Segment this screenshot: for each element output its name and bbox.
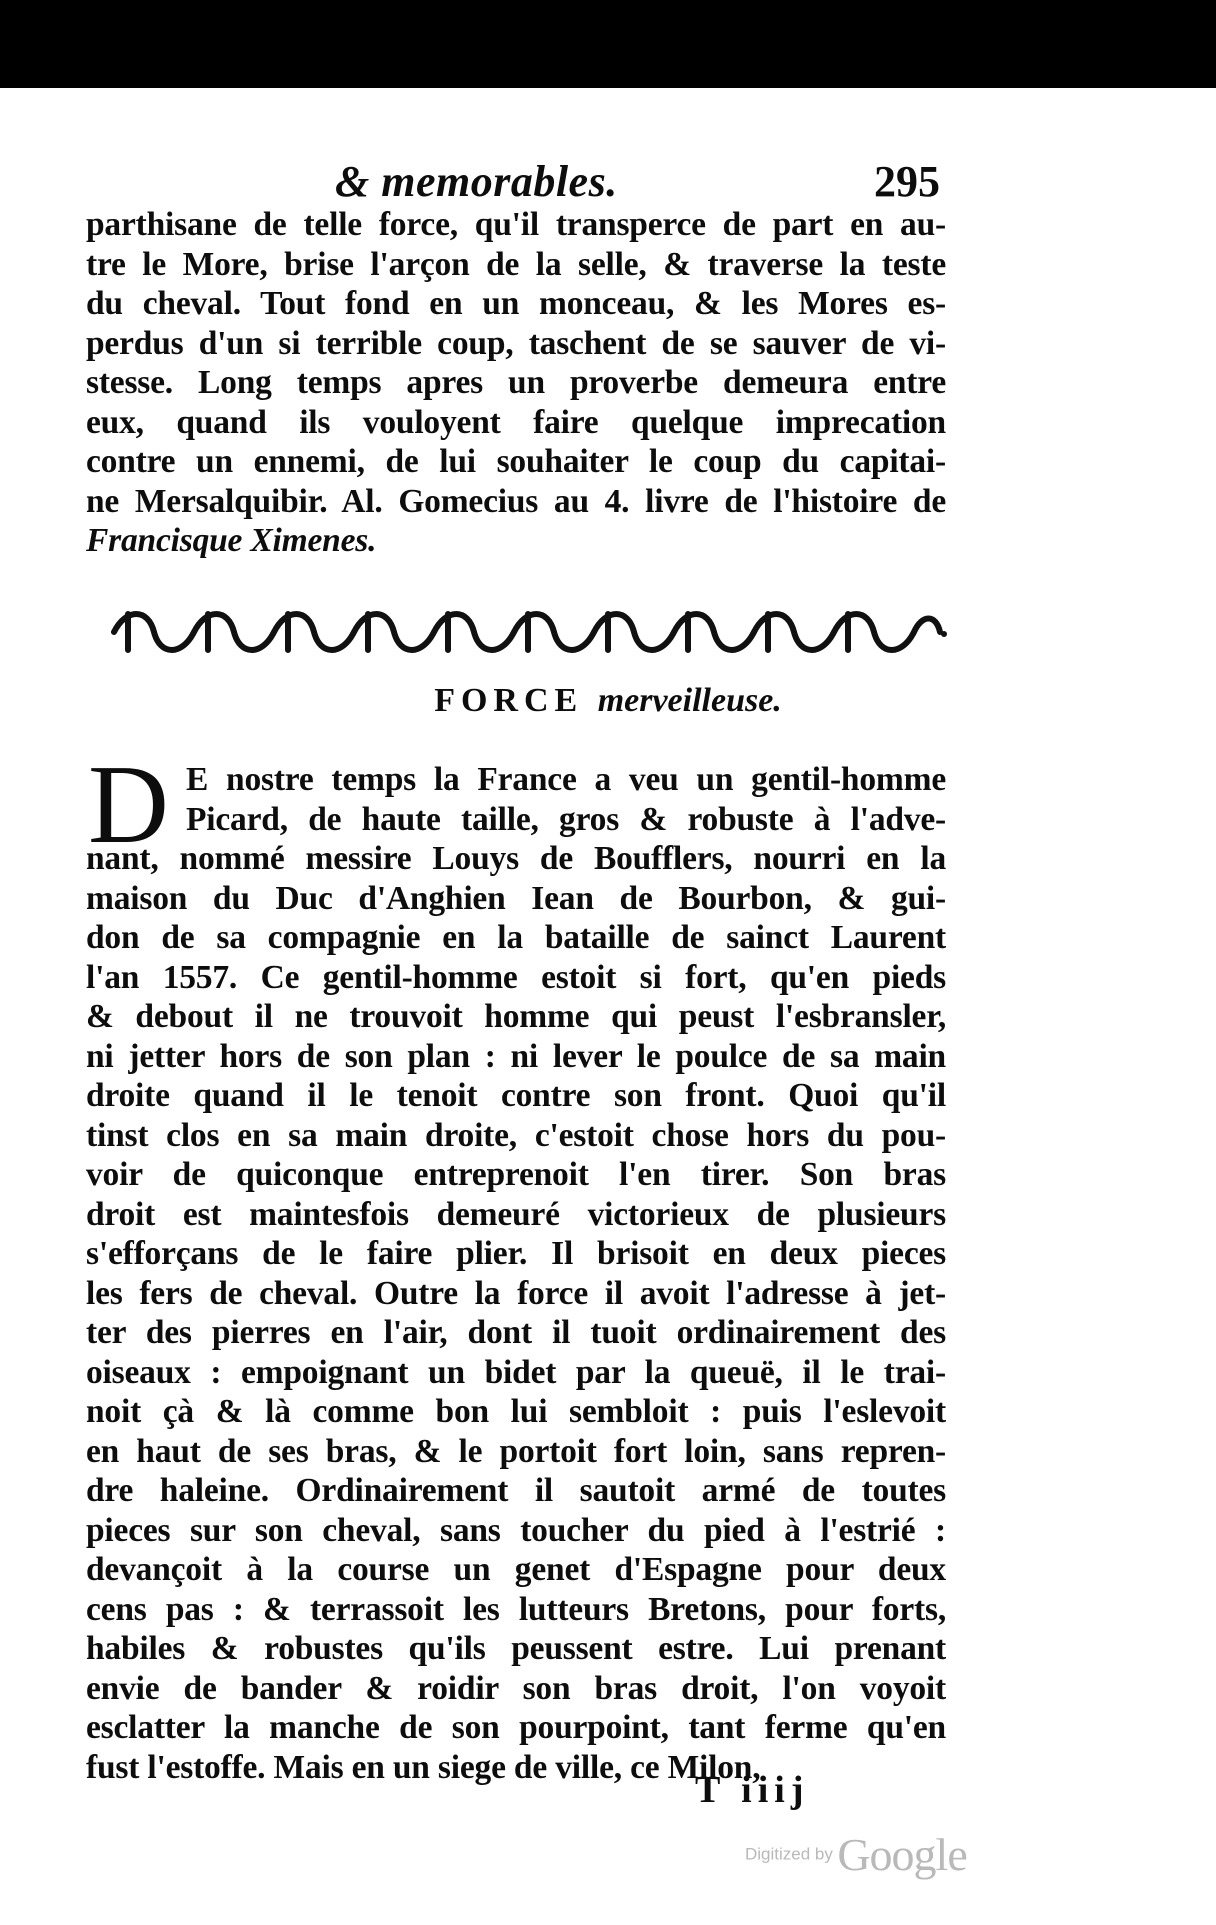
text-line: tinst clos en sa main droite, c'estoit chose hors du pou- xyxy=(86,1116,946,1154)
text-line: ne Mersalquibir. Al. Gomecius au 4. livre de l'histoire de xyxy=(86,482,946,520)
text-line: contre un ennemi, de lui souhaiter le coup du capitai- xyxy=(86,443,946,480)
text-line: eux, quand ils vouloyent faire quelque imprecation xyxy=(86,403,946,441)
text-line: droite quand il le tenoit contre son front. Quoi qu'il xyxy=(86,1077,946,1114)
text-line: les fers de cheval. Outre la force il avoit l'adresse à jet- xyxy=(86,1274,946,1312)
citation-line: Francisque Ximenes. xyxy=(86,522,377,559)
decorative-ornament-band xyxy=(108,602,948,662)
watermark-brand: Google xyxy=(837,1829,967,1880)
text-line: l'an 1557. Ce gentil-homme estoit si fort, qu'en pieds xyxy=(86,958,946,996)
text-line: stesse. Long temps apres un proverbe demeura entre xyxy=(86,364,946,401)
text-line: habiles & robustes qu'ils peussent estre. Lui prenant xyxy=(86,1630,946,1667)
text-line: & debout il ne trouvoit homme qui peust l'esbransler, xyxy=(86,998,946,1035)
watermark-prefix: Digitized by xyxy=(745,1844,833,1864)
text-line: parthisane de telle force, qu'il transperce de part en au- xyxy=(86,206,946,243)
page-number: 295 xyxy=(874,157,940,206)
text-line: E nostre temps la France a veu un gentil-homme xyxy=(186,761,946,798)
text-line: du cheval. Tout fond en un monceau, & les Mores es- xyxy=(86,285,946,322)
text-line: Picard, de haute taille, gros & robuste à l'adve- xyxy=(186,800,946,838)
text-line: nant, nommé messire Louys de Boufflers, nourri en la xyxy=(86,840,946,877)
text-line: maison du Duc d'Anghien Iean de Bourbon, & gui- xyxy=(86,879,946,917)
text-line: dre haleine. Ordinairement il sautoit armé de toutes xyxy=(86,1472,946,1509)
section-title xyxy=(0,682,1216,720)
text-line: envie de bander & roidir son bras droit, l'on voyoit xyxy=(86,1669,946,1707)
text-line: tre le More, brise l'arçon de la selle, & traverse la teste xyxy=(86,245,946,283)
text-line: noit çà & là comme bon lui sembloit : puis l'eslevoit xyxy=(86,1393,946,1430)
section-title-italic: merveilleuse. xyxy=(597,682,782,719)
digitization-watermark xyxy=(745,1828,967,1881)
text-line: voir de quiconque entreprenoit l'en tirer. Son bras xyxy=(86,1156,946,1193)
text-line: fust l'estoffe. Mais en un siege de ville, ce Milon, xyxy=(86,1748,761,1786)
text-line: esclatter la manche de son pourpoint, tant ferme qu'en xyxy=(86,1709,946,1746)
text-line: ni jetter hors de son plan : ni lever le poulce de sa main xyxy=(86,1037,946,1075)
text-line: cens pas : & terrassoit les lutteurs Bretons, pour forts, xyxy=(86,1590,946,1628)
scan-top-border xyxy=(0,0,1216,88)
text-line: en haut de ses bras, & le portoit fort loin, sans repren- xyxy=(86,1432,946,1470)
text-line: ter des pierres en l'air, dont il tuoit ordinairement des xyxy=(86,1314,946,1351)
main-paragraph xyxy=(86,743,946,1787)
continued-text-block xyxy=(86,205,946,561)
text-line: perdus d'un si terrible coup, taschent de se sauver de vi- xyxy=(86,324,946,362)
text-line: oiseaux : empoignant un bidet par la queuë, il le trai- xyxy=(86,1353,946,1391)
text-line: droit est maintesfois demeuré victorieux de plusieurs xyxy=(86,1195,946,1233)
text-line: don de sa compagnie en la bataille de sainct Laurent xyxy=(86,919,946,956)
running-title: & memorables. xyxy=(335,157,618,206)
text-line: s'efforçans de le faire plier. Il brisoit en deux pieces xyxy=(86,1235,946,1272)
signature-mark: T iiij xyxy=(695,1769,810,1811)
text-line: pieces sur son cheval, sans toucher du pied à l'estrié : xyxy=(86,1511,946,1549)
drop-cap: D xyxy=(88,743,169,867)
text-line: devançoit à la course un genet d'Espagne pour deux xyxy=(86,1551,946,1588)
section-title-caps: FORCE xyxy=(434,682,584,719)
